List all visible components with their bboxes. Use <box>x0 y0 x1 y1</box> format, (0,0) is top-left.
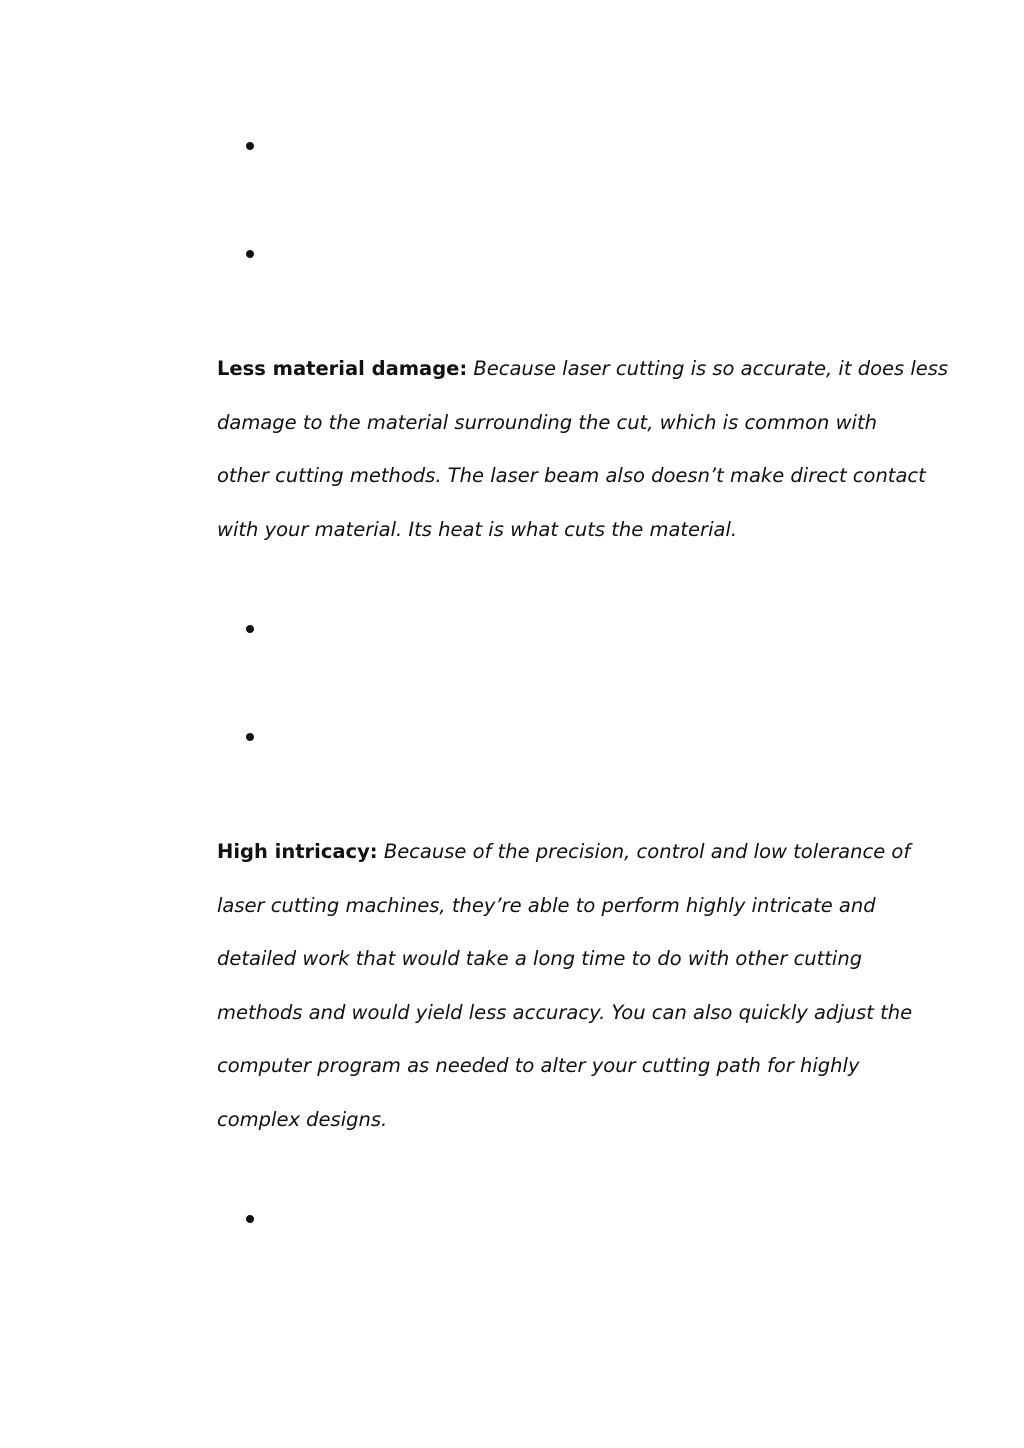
paragraph-line: damage to the material surrounding the cut, which is common with <box>217 410 877 434</box>
bullet-marker <box>246 1215 254 1223</box>
paragraph-line: complex designs. <box>217 1107 388 1131</box>
paragraph-line: other cutting methods. The laser beam also doesn’t make direct contact <box>217 464 926 488</box>
paragraph-line: laser cutting machines, they’re able to perform highly intricate and <box>217 893 876 917</box>
paragraph-line: computer program as needed to alter your cutting path for highly <box>217 1054 860 1078</box>
paragraph-lead: High intricacy: <box>217 840 378 863</box>
paragraph-line <box>217 342 949 396</box>
bullet-marker <box>246 250 254 258</box>
paragraph-line: with your material. Its heat is what cuts the material. <box>217 517 738 541</box>
paragraph-line: methods and would yield less accuracy. You can also quickly adjust the <box>217 1000 913 1024</box>
bullet-marker <box>246 625 254 633</box>
paragraph-high-intricacy <box>217 825 913 1147</box>
paragraph-line <box>217 825 911 879</box>
bullet-marker <box>246 733 254 741</box>
paragraph-text: Because of the precision, control and low tolerance of <box>383 840 911 863</box>
paragraph-line: detailed work that would take a long time to do with other cutting <box>217 947 863 971</box>
paragraph-text: Because laser cutting is so accurate, it does less <box>473 357 949 380</box>
paragraph-lead: Less material damage: <box>217 357 468 380</box>
bullet-marker <box>246 142 254 150</box>
paragraph-less-material-damage <box>217 342 949 556</box>
